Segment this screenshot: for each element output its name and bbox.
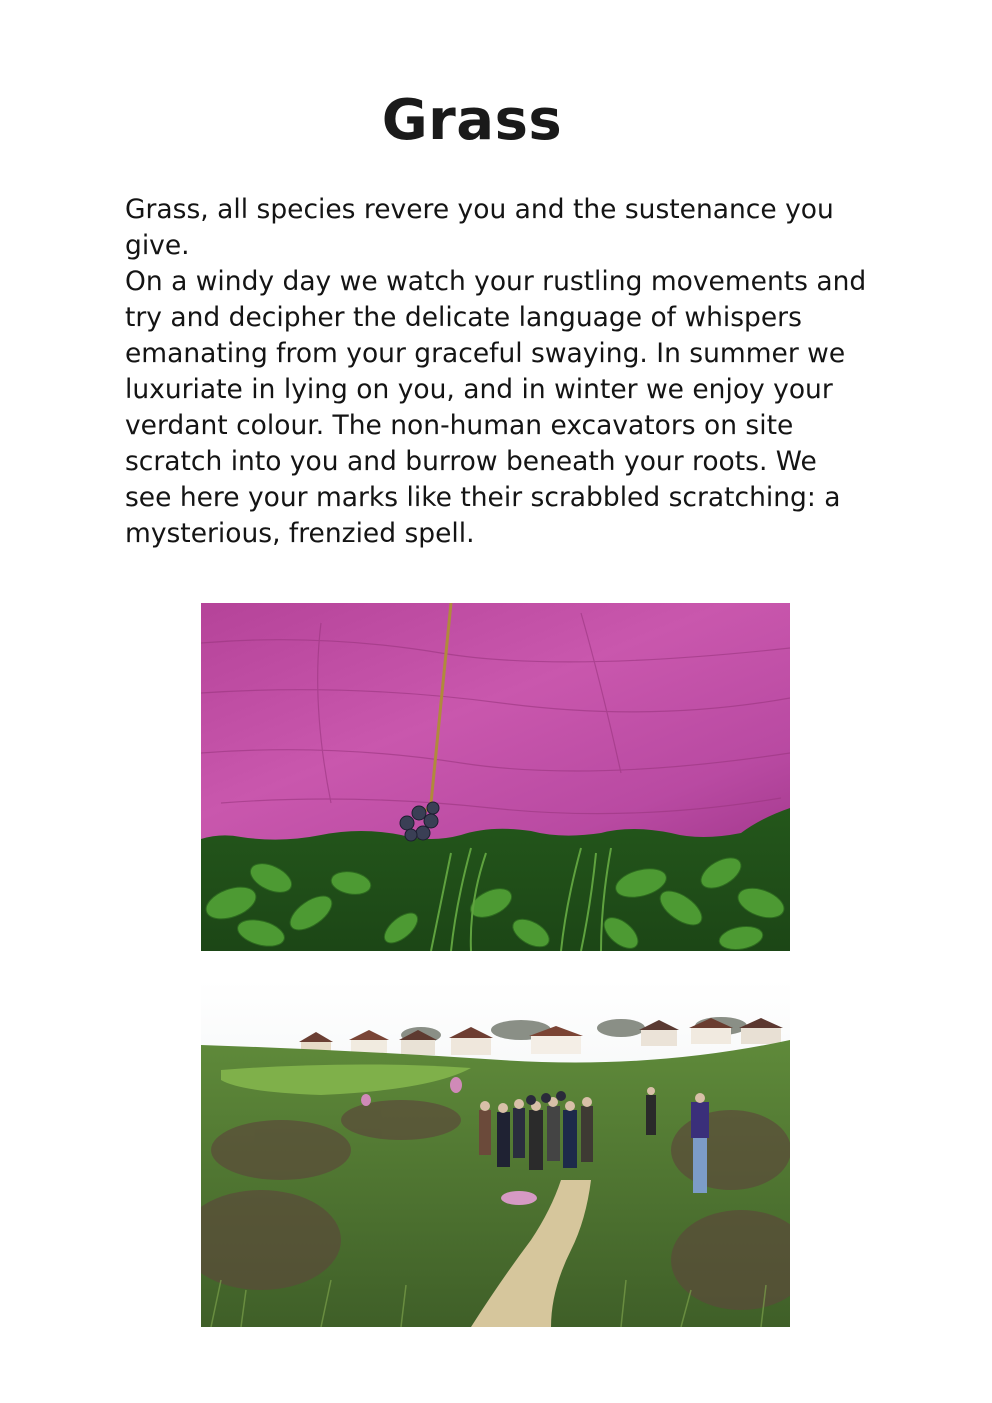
photo-magenta-cloth-image (201, 603, 790, 951)
photo-group-walk-image (201, 980, 790, 1327)
poem-line-1: Grass, all species revere you and the sustenance you give. (125, 194, 834, 261)
photo-magenta-cloth-on-grass (201, 603, 790, 951)
poem-line-2: On a windy day we watch your rustling movements and try and decipher the delicate language of whispers emanating from your graceful swaying. In summer we luxuriate in lying on you, and in winter we enjoy your verdant colour. The non-human excavators on site scratch into you and burrow beneath your roots. We see here your marks like their scrabbled scratching: a mysterious, frenzied spell. (125, 266, 867, 549)
poem-text (125, 192, 870, 552)
page-title: Grass (381, 88, 563, 153)
photo-group-walk-in-field (201, 980, 790, 1327)
